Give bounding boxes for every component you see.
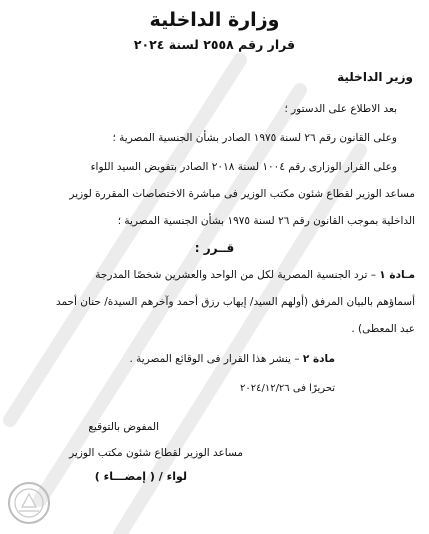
article-1-label: مـادة ١ [379, 269, 415, 281]
article-2-label: مادة ٢ [302, 353, 335, 365]
article-1-text: – ترد الجنسية المصرية لكل من الواحد والعشرين شخصًا المدرجة [95, 269, 376, 281]
signature-title: مساعد الوزير لقطاع شئون مكتب الوزير [69, 447, 243, 459]
article-1-line: عبد المعطى) . [351, 323, 415, 335]
article-2-line [14, 352, 335, 366]
article-1-line [14, 268, 415, 282]
preamble-line: وعلى القرار الوزارى رقم ١٠٠٤ لسنة ٢٠١٨ الصادر بتفويض السيد اللواء [90, 161, 397, 173]
preamble-line: بعد الاطلاع على الدستور ؛ [284, 103, 397, 115]
article-2-text: – ينشر هذا القرار فى الوقائع المصرية . [129, 353, 300, 365]
article-1-line: أسماؤهم بالبيان المرفق (أولهم السيد/ إيهاب رزق أحمد وآخرهم السيدة/ حنان أحمد [55, 296, 415, 308]
preamble-line: وعلى القانون رقم ٢٦ لسنة ١٩٧٥ الصادر بشأن الجنسية المصرية ؛ [112, 132, 397, 144]
decree-number: قرار رقم ٢٥٥٨ لسنة ٢٠٢٤ [133, 37, 296, 52]
signature-delegate: المفوض بالتوقيع [88, 421, 159, 433]
issue-date: تحريرًا فى ٢٠٢٤/١٢/٢٦ [239, 383, 335, 394]
signature-sign: لواء / ( إمضـــاء ) [94, 470, 187, 483]
preamble-line: الداخلية بموجب القانون رقم ٢٦ لسنة ١٩٧٥ بشأن الجنسية المصرية ؛ [117, 215, 415, 227]
preamble-line: مساعد الوزير لقطاع شئون مكتب الوزير فى مباشرة الاختصاصات المقررة لوزير [69, 188, 415, 200]
document-title: وزارة الداخلية [149, 9, 280, 31]
seal-icon [6, 480, 52, 526]
issuer: وزير الداخلية [337, 70, 413, 84]
decided-heading: قــرر : [194, 241, 235, 255]
